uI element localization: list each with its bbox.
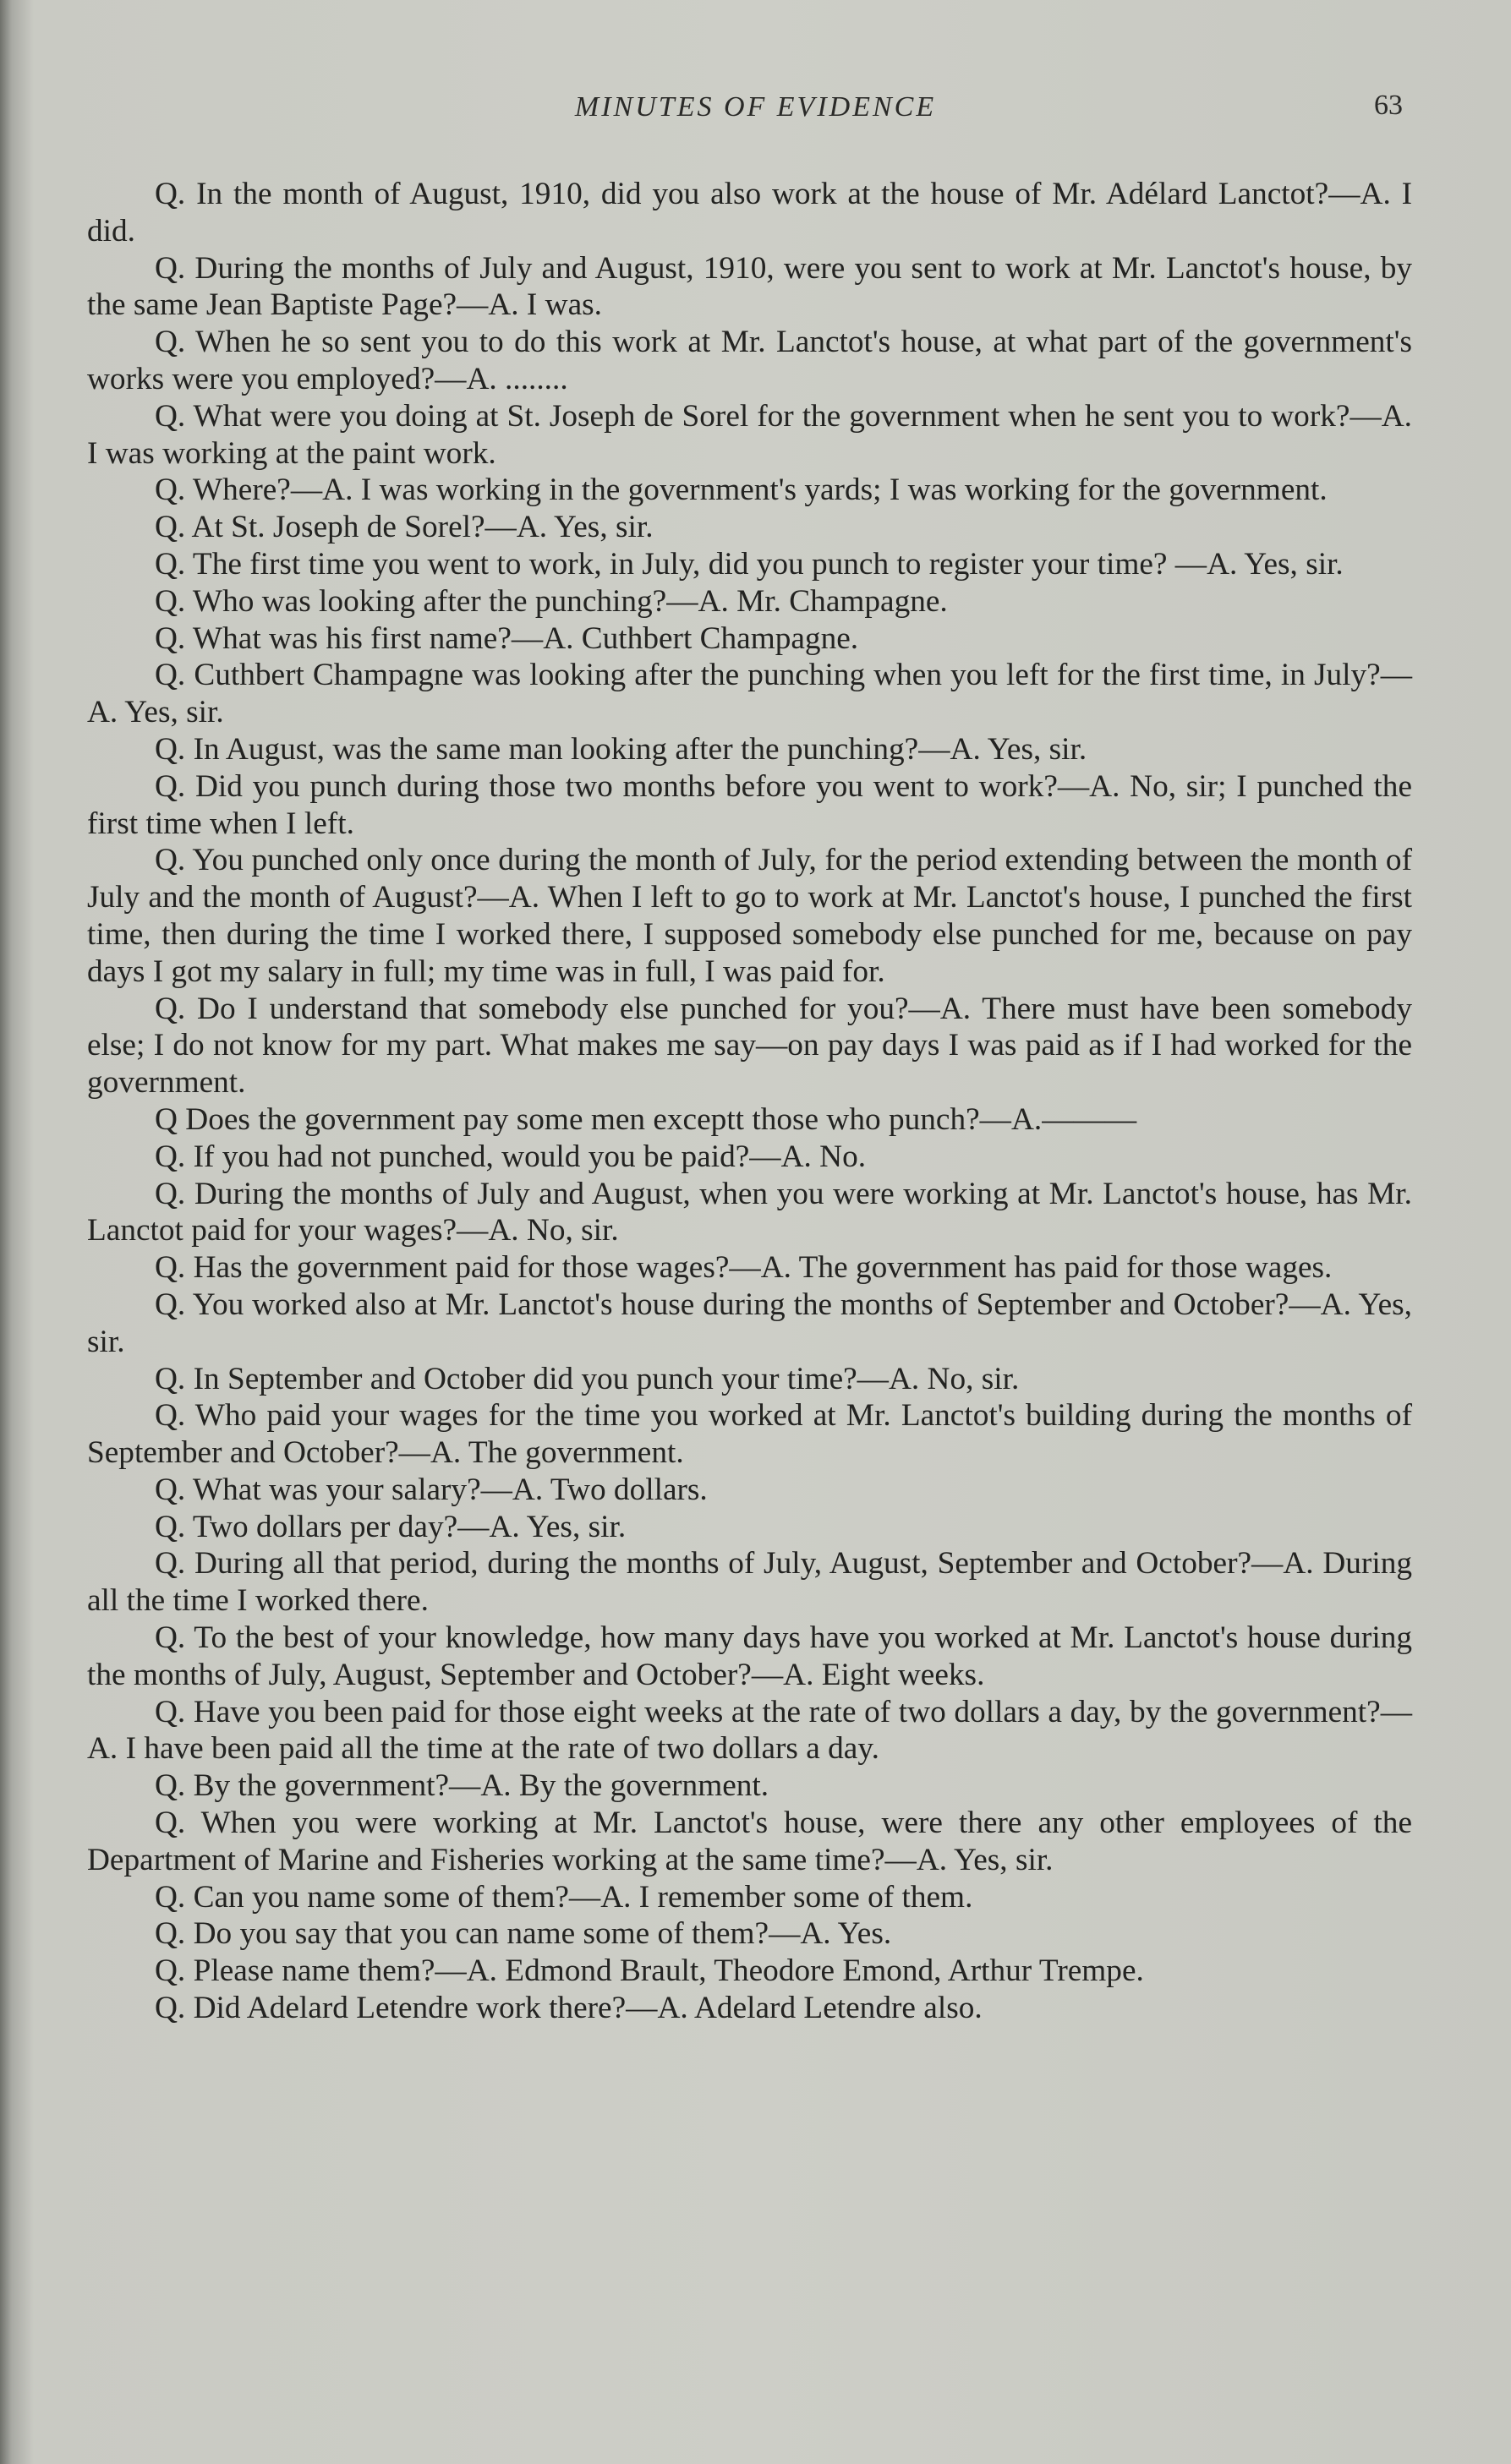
qa-paragraph: Q. Do you say that you can name some of them?—A. Yes. bbox=[155, 1916, 892, 1952]
qa-paragraph: Q. The first time you went to work, in July, did you punch to register your time? —A. Yes, sir. bbox=[155, 546, 1344, 582]
qa-paragraph: Q. Where?—A. I was working in the government's yards; I was working for the government. bbox=[155, 473, 1328, 508]
qa-paragraph: Q. During the months of July and August, 1910, were you sent to work at Mr. Lanctot's house, by the same Jean Baptiste Page?—A. I was. bbox=[87, 250, 1412, 323]
qa-paragraph: Q. What was your salary?—A. Two dollars. bbox=[155, 1472, 708, 1507]
qa-paragraph: Q. Have you been paid for those eight weeks at the rate of two dollars a day, by the government?—A. I have been paid all the time at the rate of two dollars a day. bbox=[87, 1694, 1412, 1767]
qa-paragraph: Q. You punched only once during the month of July, for the period extending between the month of July and the month of August?—A. When I left to go to work at Mr. Lanctot's house, I punched the first time, then during the time I worked there, I supposed somebody else punched for me, because on pay days I got my salary in full; my time was in full, I was paid for. bbox=[87, 843, 1412, 989]
qa-paragraph: Q. Did Adelard Letendre work there?—A. Adelard Letendre also. bbox=[155, 1991, 983, 2026]
qa-paragraph: Q. During all that period, during the months of July, August, September and October?—A. During all the time I worked there. bbox=[87, 1546, 1412, 1619]
qa-paragraph: Q. In August, was the same man looking after the punching?—A. Yes, sir. bbox=[155, 731, 1087, 767]
qa-paragraph: Q. When you were working at Mr. Lanctot's house, were there any other employees of the Department of Marine and Fisheries working at the same time?—A. Yes, sir. bbox=[87, 1806, 1412, 1877]
running-title: MINUTES OF EVIDENCE bbox=[574, 91, 937, 123]
qa-paragraph: Q. Can you name some of them?—A. I remember some of them. bbox=[155, 1879, 973, 1915]
qa-paragraph: Q. Who paid your wages for the time you worked at Mr. Lanctot's building during the months of September and October?—A. The government. bbox=[87, 1398, 1412, 1471]
testimony-body bbox=[87, 176, 1412, 2027]
qa-paragraph: Q. At St. Joseph de Sorel?—A. Yes, sir. bbox=[155, 510, 654, 545]
qa-paragraph: Q. Two dollars per day?—A. Yes, sir. bbox=[155, 1509, 627, 1544]
qa-paragraph: Q. By the government?—A. By the government. bbox=[155, 1768, 769, 1804]
qa-paragraph: Q. Please name them?—A. Edmond Brault, Theodore Emond, Arthur Trempe. bbox=[155, 1953, 1144, 1989]
qa-paragraph: Q. What were you doing at St. Joseph de Sorel for the government when he sent you to work?—A. I was working at the paint work. bbox=[87, 398, 1412, 471]
page-header bbox=[0, 91, 1511, 125]
qa-paragraph: Q. Who was looking after the punching?—A. Mr. Champagne. bbox=[155, 583, 948, 619]
qa-paragraph: Q. When he so sent you to do this work at Mr. Lanctot's house, at what part of the government's works were you employed?—A. ........ bbox=[87, 325, 1412, 396]
qa-paragraph: Q. In September and October did you punch your time?—A. No, sir. bbox=[155, 1361, 1020, 1396]
qa-paragraph: Q Does the government pay some men exceptt those who punch?—A.——— bbox=[155, 1101, 1137, 1137]
qa-paragraph: Q. In the month of August, 1910, did you also work at the house of Mr. Adélard Lanctot?—A. I did. bbox=[87, 177, 1412, 249]
qa-paragraph: Q. To the best of your knowledge, how many days have you worked at Mr. Lanctot's house during the months of July, August, September and October?—A. Eight weeks. bbox=[87, 1620, 1412, 1692]
page-number: 63 bbox=[1374, 90, 1403, 121]
qa-paragraph: Q. If you had not punched, would you be paid?—A. No. bbox=[155, 1139, 867, 1174]
qa-paragraph: Q. Did you punch during those two months before you went to work?—A. No, sir; I punched the first time when I left. bbox=[87, 768, 1412, 841]
qa-paragraph: Q. What was his first name?—A. Cuthbert Champagne. bbox=[155, 620, 859, 656]
qa-paragraph: Q. Cuthbert Champagne was looking after the punching when you left for the first time, in July?—A. Yes, sir. bbox=[87, 658, 1412, 730]
qa-paragraph: Q. Do I understand that somebody else punched for you?—A. There must have been somebody else; I do not know for my part. What makes me say—on pay days I was paid as if I had worked for the government. bbox=[87, 991, 1412, 1101]
qa-paragraph: Q. During the months of July and August, when you were working at Mr. Lanctot's house, has Mr. Lanctot paid for your wages?—A. No, sir. bbox=[87, 1176, 1412, 1248]
qa-paragraph: Q. You worked also at Mr. Lanctot's house during the months of September and October?—A. Yes, sir. bbox=[87, 1287, 1412, 1359]
qa-paragraph: Q. Has the government paid for those wages?—A. The government has paid for those wages. bbox=[155, 1250, 1333, 1286]
